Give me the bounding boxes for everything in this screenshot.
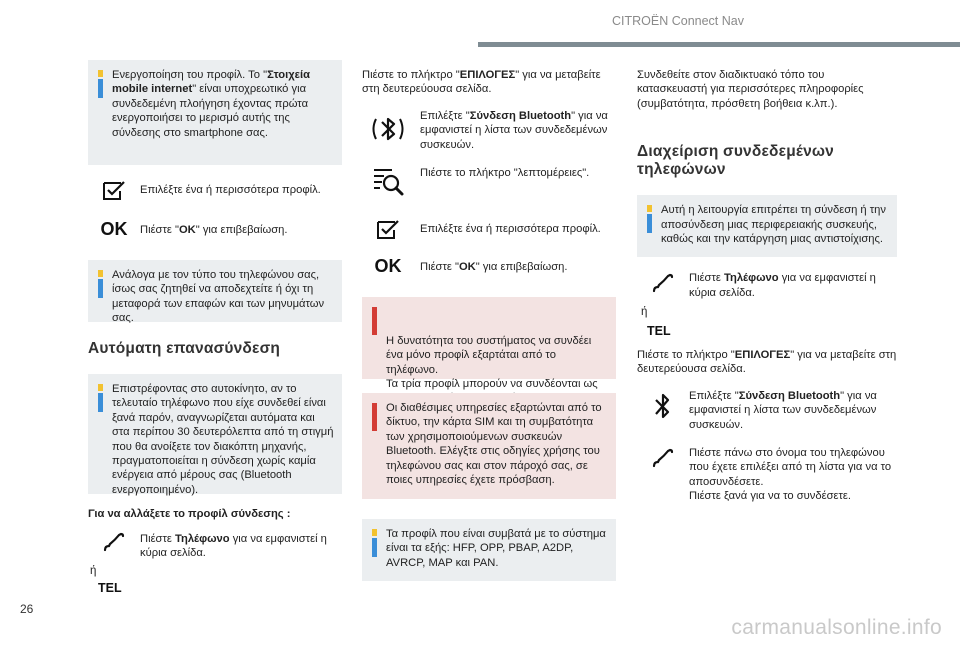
column-2: [362, 68, 616, 581]
info-note-manage: Αυτή η λειτουργία επιτρέπει τη σύνδεση ή την αποσύνδεση μιας περιφερειακής συσκευής, καθώς και την κατάργηση μιας αντιστοίχισης.: [637, 195, 897, 257]
warning-note-services: Οι διαθέσιμες υπηρεσίες εξαρτώνται από το δίκτυο, την κάρτα SIM και τη συμβατότητα των χρησιμοποιούμενων συσκευών Bluetooth. Ελέγξτε στις οδηγίες χρήσης του τηλεφώνου σας και στον πάροχό σας, σε ποιες υπηρεσίες έχετε πρόσβαση.: [362, 393, 616, 499]
column-3: [637, 68, 897, 504]
info-note-contacts-transfer: Ανάλογα με τον τύπο του τηλεφώνου σας, ίσως σας ζητηθεί να αποδεχτείτε ή όχι τη μεταφορά των επαφών και των μηνυμάτων σας.: [88, 260, 342, 322]
ok-button-icon: OK: [100, 219, 128, 239]
info-marker-icon: [98, 270, 103, 298]
heading-manage-phones: Διαχείριση συνδεδεμένων τηλεφώνων: [637, 143, 835, 179]
column-1: [88, 60, 342, 595]
step-bluetooth: [362, 109, 616, 152]
step-select-profiles-2: [362, 218, 616, 240]
tel-button-icon: TEL: [647, 324, 671, 339]
info-note-auto-reconnect: Επιστρέφοντας στο αυτοκίνητο, αν το τελευταίο τηλέφωνο που είχε συνδεθεί είναι ξανά παρόν, αναγνωρίζεται αυτόματα και στα περίπου 30 δευτερόλεπτα από τη στιγμή που θα ανοίξετε τον διακόπτη μηχανής, πραγματοποιείται η σύνδεση χωρίς καμία ενέργεια από μέρους σας (Bluetooth ενεργοποιημένο).: [88, 374, 342, 494]
tap-finger-icon: [637, 446, 689, 470]
step-ok-text-2: Πιέστε "OK" για επιβεβαίωση.: [420, 261, 568, 274]
step-phone-3: [637, 271, 897, 300]
bluetooth-icon: [637, 389, 689, 425]
step-details: [362, 164, 616, 200]
step-phone-name-text: Πιέστε πάνω στο όνομα του τηλεφώνου που έχετε επιλέξει από τη λίστα για να το αποσυνδέσετε. Πιέστε ξανά για να το συνδέσετε.: [689, 447, 892, 503]
details-magnifier-icon: [362, 164, 414, 200]
header-title: CITROËN Connect Nav: [612, 14, 744, 28]
info-note-profile-activation: Ενεργοποίηση του προφίλ. Το "Στοιχεία mobile internet" είναι υποχρεωτικό για συνδεδεμένη πλοήγηση έχοντας πρώτα ενεργοποιήσει το μερισμό αυτής της σύνδεσης στο smartphone σας.: [88, 60, 342, 165]
checkbox-check-icon: [362, 218, 414, 240]
step-select-text: Επιλέξτε ένα ή περισσότερα προφίλ.: [140, 184, 321, 196]
watermark: carmanualsonline.info: [731, 616, 942, 639]
info-marker-icon: [98, 70, 103, 98]
para-manufacturer-site: Συνδεθείτε στον διαδικτυακό τόπο του κατασκευαστή για περισσότερες πληροφορίες (συμβατότητα, πρόσθετη βοήθεια κ.λπ.).: [637, 69, 864, 110]
step-ok-text: Πιέστε "OK" για επιβεβαίωση.: [140, 224, 288, 236]
step-phone: [88, 530, 342, 561]
phone-handset-icon: [88, 530, 140, 554]
para-options-key-3: Πιέστε το πλήκτρο "ΕΠΙΛΟΓΕΣ" για να μεταβείτε στη δευτερεύουσα σελίδα.: [637, 349, 897, 376]
info-marker-icon: [647, 205, 652, 233]
phone-handset-icon: [637, 271, 689, 295]
or-label: ή: [90, 564, 97, 577]
step-phone-name: [637, 446, 897, 504]
step-select-text-2: Επιλέξτε ένα ή περισσότερα προφίλ.: [420, 223, 601, 236]
step-bluetooth-3: [637, 389, 897, 432]
info-marker-icon: [98, 384, 103, 412]
page-number: 26: [20, 602, 34, 616]
step-ok: [88, 219, 342, 240]
step-ok-2: [362, 256, 616, 277]
step-phone-text: Πιέστε Τηλέφωνο για να εμφανιστεί η κύρια σελίδα.: [140, 533, 327, 560]
step-bluetooth-text-3: Επιλέξτε "Σύνδεση Bluetooth" για να εμφανιστεί η λίστα των συνδεδεμένων συσκευών.: [689, 389, 877, 431]
step-bluetooth-text: Επιλέξτε "Σύνδεση Bluetooth" για να εμφανιστεί η λίστα των συνδεδεμένων συσκευών.: [420, 109, 608, 151]
subheading-change-profile: Για να αλλάξετε το προφίλ σύνδεσης :: [88, 508, 291, 520]
checkbox-check-icon: [88, 179, 140, 201]
step-details-text: Πιέστε το πλήκτρο "λεπτομέρειες".: [420, 167, 590, 180]
tel-button-icon: TEL: [98, 580, 122, 595]
warning-marker-icon: [372, 403, 377, 431]
bluetooth-signal-icon: [362, 109, 414, 149]
para-options-key: Πιέστε το πλήκτρο "ΕΠΙΛΟΓΕΣ" για να μεταβείτε στη δευτερεύουσα σελίδα.: [362, 69, 601, 96]
heading-auto-reconnect: Αυτόματη επανασύνδεση: [88, 340, 281, 357]
warning-note-single-profile: Η δυνατότητα του συστήματος να συνδέει ένα μόνο προφίλ εξαρτάται από το τηλέφωνο. Τα τρία προφίλ μπορούν να συνδέονται ως: [362, 297, 616, 379]
or-label: ή: [641, 306, 648, 319]
step-select-profiles: [88, 179, 342, 201]
step-phone-text-3: Πιέστε Τηλέφωνο για να εμφανιστεί η κύρια σελίδα.: [689, 272, 876, 299]
warning-marker-icon: [372, 307, 377, 335]
header-rule: [478, 42, 960, 47]
info-marker-icon: [372, 529, 377, 557]
info-note-compatible-profiles: Τα προφίλ που είναι συμβατά με το σύστημα είναι τα εξής: HFP, OPP, PBAP, A2DP, AVRCP, MAP και PAN.: [362, 519, 616, 581]
ok-button-icon: OK: [374, 256, 402, 277]
